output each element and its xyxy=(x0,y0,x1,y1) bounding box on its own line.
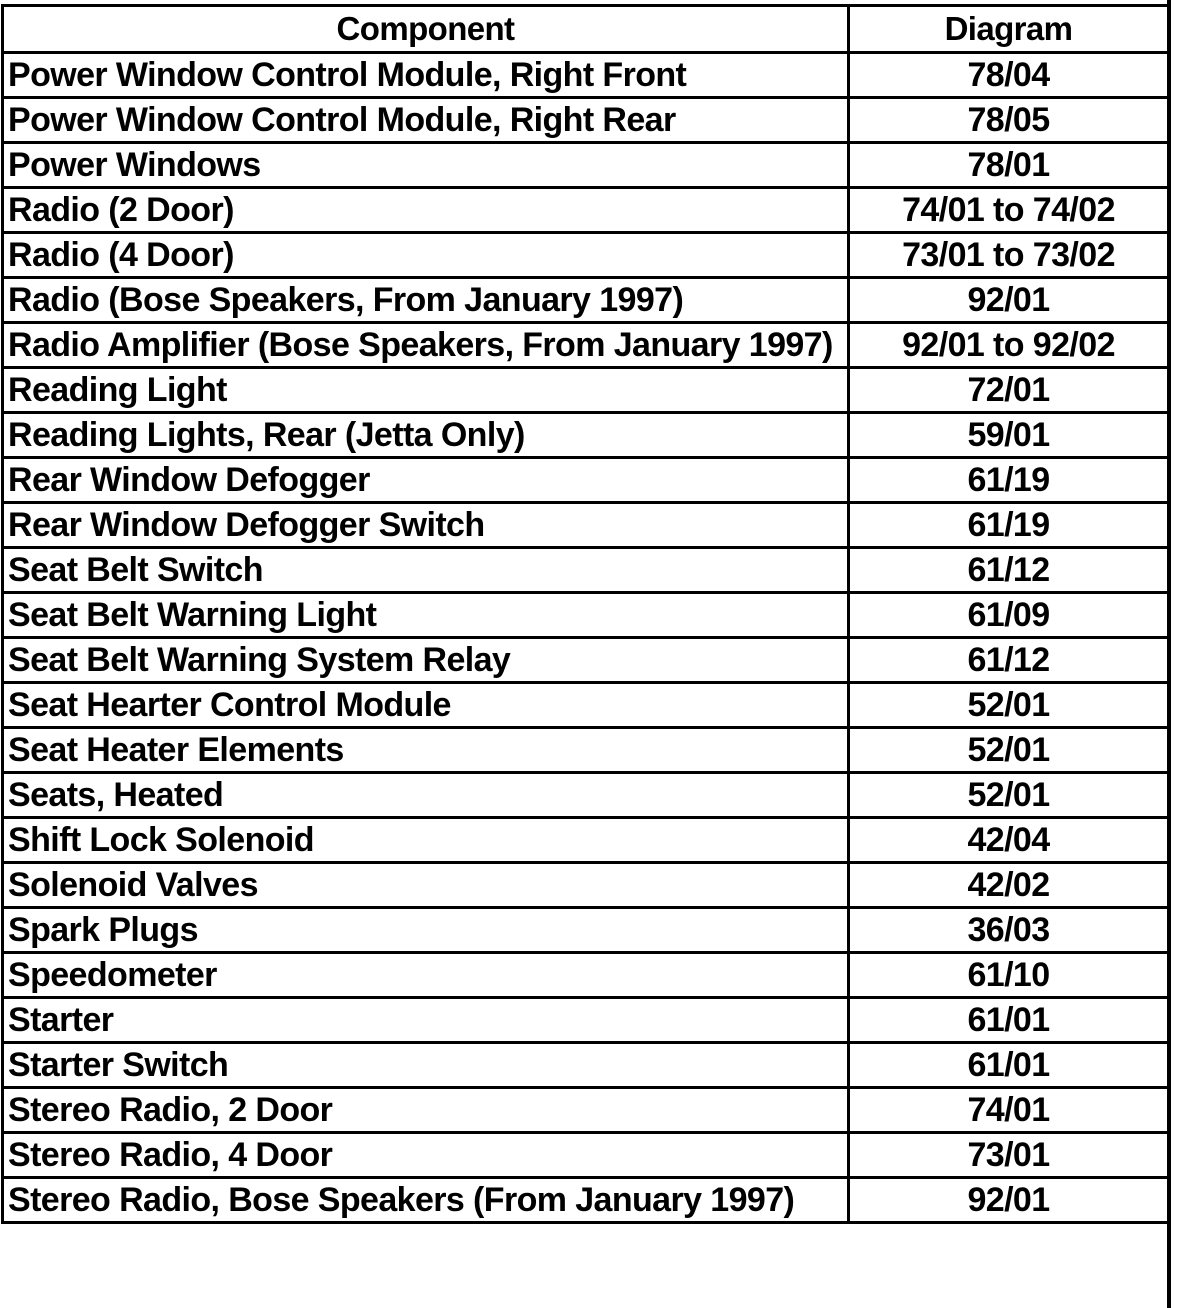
table-row xyxy=(3,413,1169,458)
table-header-row xyxy=(3,6,1169,53)
table-row xyxy=(3,278,1169,323)
table-body xyxy=(3,53,1169,1223)
component-cell: Seats, Heated xyxy=(3,773,849,818)
diagram-cell: 92/01 to 92/02 xyxy=(849,323,1169,368)
component-diagram-table xyxy=(1,4,1170,1224)
component-cell: Radio (4 Door) xyxy=(3,233,849,278)
component-cell: Seat Hearter Control Module xyxy=(3,683,849,728)
diagram-cell: 61/09 xyxy=(849,593,1169,638)
table-row xyxy=(3,593,1169,638)
component-cell: Power Windows xyxy=(3,143,849,188)
component-cell: Stereo Radio, 4 Door xyxy=(3,1133,849,1178)
diagram-cell: 61/12 xyxy=(849,548,1169,593)
diagram-cell: 78/05 xyxy=(849,98,1169,143)
component-cell: Radio (Bose Speakers, From January 1997) xyxy=(3,278,849,323)
diagram-cell: 73/01 xyxy=(849,1133,1169,1178)
diagram-cell: 61/01 xyxy=(849,998,1169,1043)
diagram-cell: 52/01 xyxy=(849,683,1169,728)
table-row xyxy=(3,638,1169,683)
component-cell: Speedometer xyxy=(3,953,849,998)
table-row xyxy=(3,818,1169,863)
diagram-cell: 59/01 xyxy=(849,413,1169,458)
component-cell: Seat Belt Switch xyxy=(3,548,849,593)
component-cell: Seat Belt Warning System Relay xyxy=(3,638,849,683)
diagram-cell: 36/03 xyxy=(849,908,1169,953)
component-cell: Stereo Radio, Bose Speakers (From January 1997) xyxy=(3,1178,849,1223)
diagram-cell: 52/01 xyxy=(849,728,1169,773)
table-row xyxy=(3,143,1169,188)
diagram-cell: 92/01 xyxy=(849,278,1169,323)
diagram-cell: 74/01 to 74/02 xyxy=(849,188,1169,233)
table-row xyxy=(3,863,1169,908)
table-row xyxy=(3,98,1169,143)
table-row xyxy=(3,1043,1169,1088)
table-row xyxy=(3,1178,1169,1223)
table-row xyxy=(3,188,1169,233)
diagram-cell: 73/01 to 73/02 xyxy=(849,233,1169,278)
component-cell: Starter xyxy=(3,998,849,1043)
table-row xyxy=(3,548,1169,593)
table-row xyxy=(3,233,1169,278)
component-cell: Rear Window Defogger xyxy=(3,458,849,503)
component-cell: Power Window Control Module, Right Rear xyxy=(3,98,849,143)
diagram-cell: 42/02 xyxy=(849,863,1169,908)
component-cell: Radio (2 Door) xyxy=(3,188,849,233)
diagram-cell: 61/01 xyxy=(849,1043,1169,1088)
diagram-cell: 42/04 xyxy=(849,818,1169,863)
component-cell: Seat Heater Elements xyxy=(3,728,849,773)
diagram-cell: 61/19 xyxy=(849,503,1169,548)
diagram-cell: 61/12 xyxy=(849,638,1169,683)
table-row xyxy=(3,503,1169,548)
component-cell: Reading Lights, Rear (Jetta Only) xyxy=(3,413,849,458)
component-cell: Seat Belt Warning Light xyxy=(3,593,849,638)
table-row xyxy=(3,368,1169,413)
component-cell: Reading Light xyxy=(3,368,849,413)
table-row xyxy=(3,1088,1169,1133)
component-cell: Rear Window Defogger Switch xyxy=(3,503,849,548)
diagram-cell: 78/01 xyxy=(849,143,1169,188)
diagram-cell: 61/19 xyxy=(849,458,1169,503)
component-cell: Solenoid Valves xyxy=(3,863,849,908)
diagram-cell: 78/04 xyxy=(849,53,1169,98)
component-cell: Spark Plugs xyxy=(3,908,849,953)
table-row xyxy=(3,728,1169,773)
diagram-cell: 61/10 xyxy=(849,953,1169,998)
table-row xyxy=(3,323,1169,368)
table-row xyxy=(3,53,1169,98)
table-row xyxy=(3,683,1169,728)
table-row xyxy=(3,998,1169,1043)
diagram-cell: 52/01 xyxy=(849,773,1169,818)
diagram-column-header: Diagram xyxy=(849,6,1169,53)
table-row xyxy=(3,458,1169,503)
component-cell: Power Window Control Module, Right Front xyxy=(3,53,849,98)
component-cell: Starter Switch xyxy=(3,1043,849,1088)
component-cell: Stereo Radio, 2 Door xyxy=(3,1088,849,1133)
table-row xyxy=(3,953,1169,998)
component-cell: Shift Lock Solenoid xyxy=(3,818,849,863)
table-row xyxy=(3,908,1169,953)
diagram-cell: 74/01 xyxy=(849,1088,1169,1133)
table-row xyxy=(3,1133,1169,1178)
table-row xyxy=(3,773,1169,818)
component-cell: Radio Amplifier (Bose Speakers, From January 1997) xyxy=(3,323,849,368)
diagram-cell: 72/01 xyxy=(849,368,1169,413)
component-column-header: Component xyxy=(3,6,849,53)
diagram-cell: 92/01 xyxy=(849,1178,1169,1223)
